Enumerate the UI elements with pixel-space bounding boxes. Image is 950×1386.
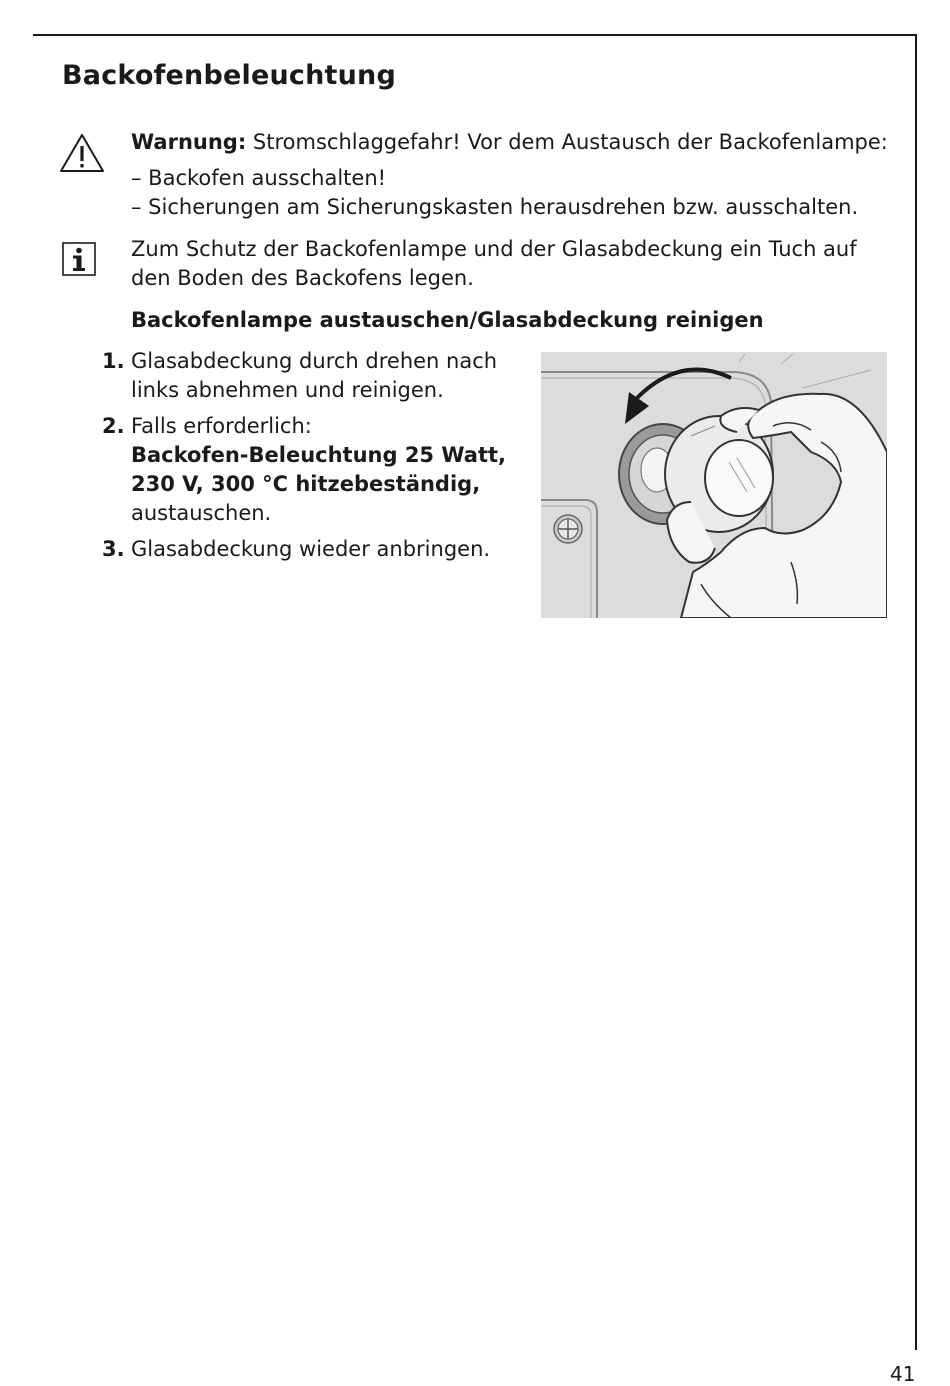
- step-line: Falls erforderlich:: [131, 414, 312, 438]
- lamp-spec-line: 230 V, 300 °C hitzebeständig,: [131, 472, 481, 496]
- page-title: Backofenbeleuchtung: [62, 60, 396, 91]
- warning-item: – Backofen ausschalten!: [131, 166, 387, 190]
- info-icon: [62, 242, 96, 276]
- step-list: [98, 347, 506, 571]
- lamp-cover-illustration: [541, 352, 887, 618]
- section-heading: Backofenlampe austauschen/Glasabdeckung reinigen: [131, 308, 764, 332]
- warning-block: [131, 128, 888, 222]
- warning-icon: [58, 132, 106, 174]
- step-line: Glasabdeckung wieder anbringen.: [131, 537, 491, 561]
- warning-heading: [131, 128, 888, 157]
- info-note: [131, 235, 857, 293]
- lamp-spec-line: Backofen-Beleuchtung 25 Watt,: [131, 443, 506, 467]
- page-frame-top-rule: [33, 34, 917, 36]
- page-number: 41: [890, 1362, 916, 1386]
- warning-text: Stromschlaggefahr! Vor dem Austausch der Backofenlampe:: [246, 130, 888, 154]
- step-line: links abnehmen und reinigen.: [131, 378, 444, 402]
- step-line: austauschen.: [131, 501, 272, 525]
- step-1: [98, 347, 506, 405]
- step-number: 1.: [102, 349, 125, 373]
- step-line: Glasabdeckung durch drehen nach: [131, 349, 498, 373]
- info-line: den Boden des Backofens legen.: [131, 266, 474, 290]
- step-number: 3.: [102, 537, 125, 561]
- step-2: [98, 412, 506, 528]
- step-number: 2.: [102, 414, 125, 438]
- warning-label: Warnung:: [131, 130, 247, 154]
- info-line: Zum Schutz der Backofenlampe und der Glasabdeckung ein Tuch auf: [131, 237, 857, 261]
- warning-item: – Sicherungen am Sicherungskasten herausdrehen bzw. ausschalten.: [131, 195, 859, 219]
- page-frame-right-rule: [915, 34, 917, 1350]
- step-3: [98, 535, 506, 564]
